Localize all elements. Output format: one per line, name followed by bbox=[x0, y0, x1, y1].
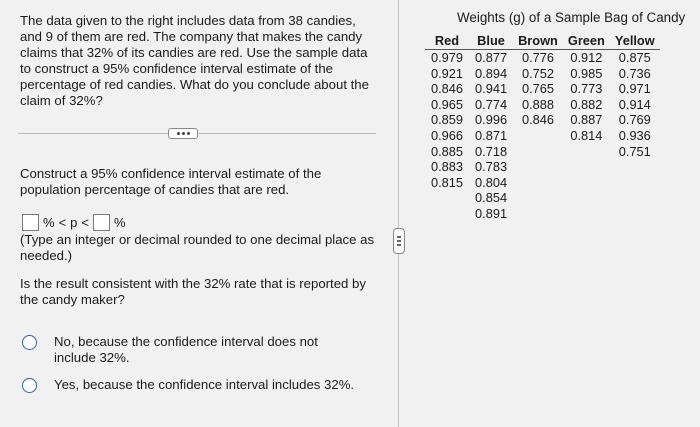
table-cell: 0.846 bbox=[431, 81, 464, 97]
table-cell: 0.773 bbox=[570, 81, 603, 97]
table-cell: 0.883 bbox=[431, 159, 464, 175]
less-than-symbol: < bbox=[58, 214, 67, 230]
grip-icon bbox=[397, 244, 401, 246]
table-cell: 0.894 bbox=[475, 65, 508, 81]
table-cell: 0.846 bbox=[521, 112, 554, 128]
table-cell: 0.814 bbox=[570, 127, 603, 143]
table-title: Weights (g) of a Sample Bag of Candy bbox=[457, 10, 686, 25]
column-yellow bbox=[610, 50, 660, 222]
percent-label: % bbox=[113, 214, 126, 230]
table-cell: 0.971 bbox=[618, 81, 651, 97]
table-cell: 0.996 bbox=[475, 112, 508, 128]
header-brown: Brown bbox=[518, 33, 558, 48]
radio-button[interactable] bbox=[22, 335, 37, 350]
dot-icon bbox=[177, 132, 180, 135]
table-cell: 0.882 bbox=[570, 96, 603, 112]
table-cell: 0.965 bbox=[431, 96, 464, 112]
header-yellow: Yellow bbox=[614, 33, 655, 48]
table-cell: 0.752 bbox=[521, 65, 554, 81]
table-cell: 0.718 bbox=[475, 143, 508, 159]
option-label: Yes, because the confidence interval includes 32%. bbox=[54, 377, 355, 392]
table-cell: 0.776 bbox=[521, 50, 554, 65]
table-cell: 0.914 bbox=[618, 96, 651, 112]
header-blue: Blue bbox=[477, 33, 505, 48]
table-cell: 0.859 bbox=[431, 112, 464, 128]
question-text: The data given to the right includes data from 38 candies, and 9 of them are red. The company that makes the candy claims that 32% of its candies are red. Use the sample data to construct a 95% confidence interval estimate of the percentage of red candies. What do you conclude about the claim of 32%? bbox=[20, 13, 369, 108]
table-cell: 0.891 bbox=[475, 205, 508, 221]
ci-answer-row bbox=[20, 213, 128, 231]
rounding-hint: (Type an integer or decimal rounded to one decimal place as needed.) bbox=[20, 232, 375, 263]
option-no[interactable] bbox=[22, 334, 322, 366]
table-cell: 0.871 bbox=[475, 127, 508, 143]
more-options-button[interactable] bbox=[168, 128, 198, 139]
column-red bbox=[425, 50, 469, 222]
radio-button[interactable] bbox=[22, 378, 37, 393]
table-cell: 0.979 bbox=[431, 50, 464, 65]
table-cell: 0.736 bbox=[618, 65, 651, 81]
table-cell: 0.936 bbox=[618, 127, 651, 143]
column-blue bbox=[469, 50, 513, 222]
table-cell: 0.921 bbox=[431, 65, 464, 81]
panel-resize-handle[interactable] bbox=[393, 228, 405, 254]
table-cell: 0.783 bbox=[475, 159, 508, 175]
table-cell: 0.769 bbox=[618, 112, 651, 128]
table-cell: 0.751 bbox=[618, 143, 651, 159]
grip-icon bbox=[397, 240, 401, 242]
percent-label: % bbox=[43, 214, 55, 230]
consistency-prompt: Is the result consistent with the 32% rate that is reported by the candy maker? bbox=[20, 276, 366, 307]
data-panel bbox=[407, 0, 700, 427]
header-red: Red bbox=[434, 33, 460, 48]
table-cell: 0.774 bbox=[475, 96, 508, 112]
table-cell: 0.912 bbox=[570, 50, 603, 65]
p-symbol: p bbox=[70, 214, 78, 230]
dot-icon bbox=[187, 132, 190, 135]
less-than-symbol: < bbox=[81, 214, 89, 230]
column-green bbox=[563, 50, 610, 222]
dot-icon bbox=[182, 132, 185, 135]
table-cell: 0.966 bbox=[431, 127, 464, 143]
upper-bound-input[interactable] bbox=[93, 214, 110, 231]
grip-icon bbox=[397, 236, 401, 238]
candy-weights-table bbox=[425, 33, 660, 222]
table-row bbox=[425, 50, 660, 222]
table-cell: 0.885 bbox=[431, 143, 464, 159]
table-cell: 0.888 bbox=[521, 96, 554, 112]
table-cell: 0.941 bbox=[475, 81, 508, 97]
table-cell: 0.765 bbox=[521, 81, 554, 97]
table-cell: 0.875 bbox=[618, 50, 651, 65]
table-cell: 0.985 bbox=[570, 65, 603, 81]
lower-bound-input[interactable] bbox=[22, 214, 39, 231]
table-cell: 0.887 bbox=[570, 112, 603, 128]
header-green: Green bbox=[567, 33, 605, 48]
table-cell: 0.804 bbox=[475, 174, 508, 190]
table-cell: 0.815 bbox=[431, 174, 464, 190]
column-brown bbox=[513, 50, 563, 222]
ci-prompt: Construct a 95% confidence interval estimate of the population percentage of candies that are red. bbox=[20, 166, 322, 197]
option-yes[interactable] bbox=[22, 377, 382, 393]
table-cell: 0.877 bbox=[475, 50, 508, 65]
panel-divider bbox=[398, 0, 399, 427]
table-header-row bbox=[425, 33, 660, 50]
option-label: No, because the confidence interval does not include 32%. bbox=[54, 334, 318, 365]
table-cell: 0.854 bbox=[475, 190, 508, 206]
